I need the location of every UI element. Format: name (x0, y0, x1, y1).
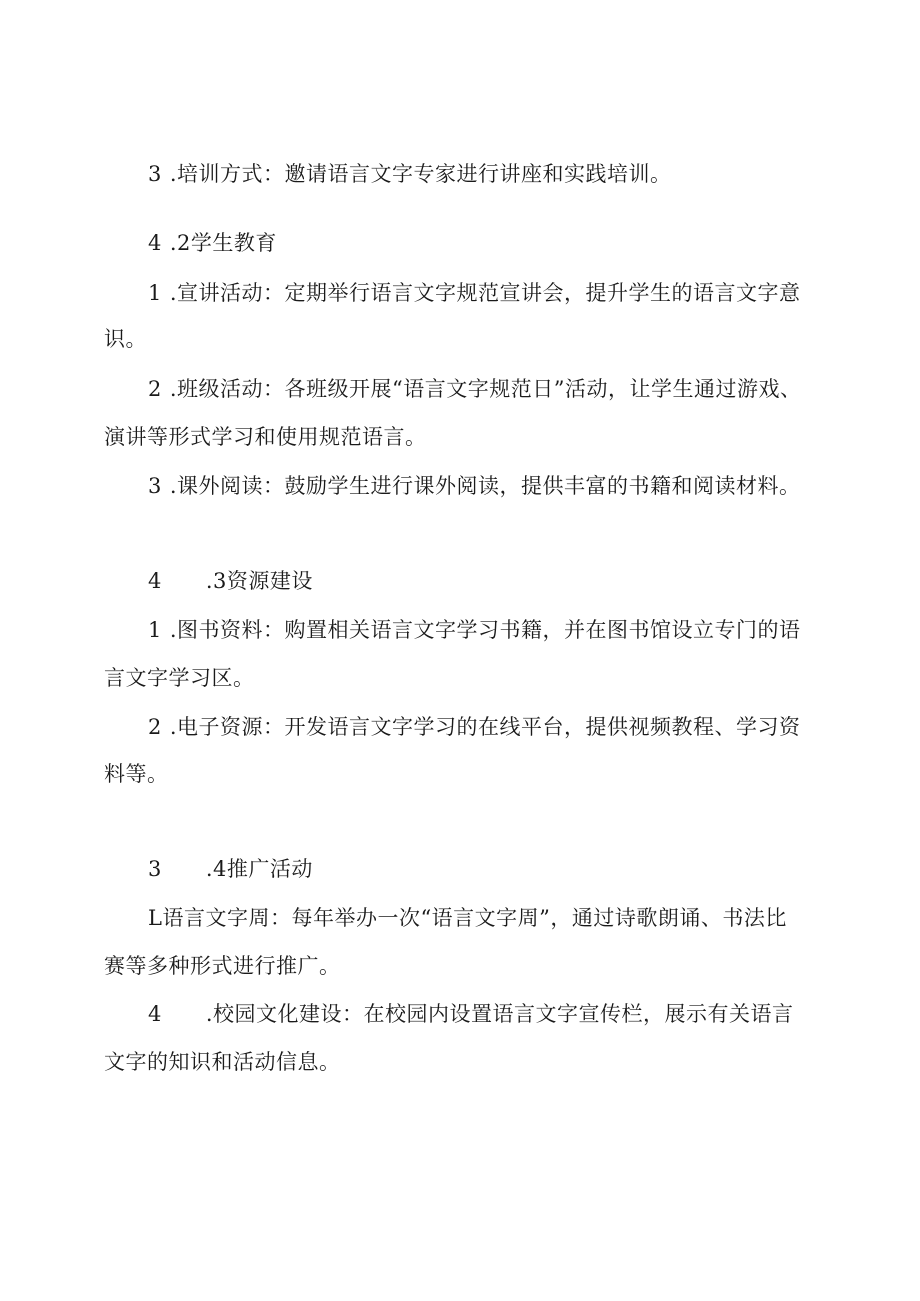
paragraph-text: .校园文化建设：在校园内设置语言文字宣传栏，展示有关语言 (205, 1002, 794, 1026)
paragraph-text: .班级活动：各班级开展“语言文字规范日”活动，让学生通过游戏、 (169, 377, 802, 401)
paragraph-continuation (104, 1048, 341, 1076)
paragraph-text: 料等。 (104, 762, 169, 786)
paragraph-continuation (104, 952, 341, 980)
paragraph-text: .电子资源：开发语言文字学习的在线平台，提供视频教程、学习资 (169, 715, 801, 739)
item-number: 2 (148, 715, 162, 739)
item-number: 3 (148, 474, 162, 498)
paragraph-lecture-activity (148, 279, 801, 307)
paragraph-continuation (104, 325, 147, 353)
item-number: 2 (148, 377, 162, 401)
paragraph-continuation (104, 423, 427, 451)
section-title: .2学生教育 (169, 231, 277, 255)
section-number: 3 (148, 857, 162, 881)
item-number: 1 (148, 618, 162, 642)
section-heading-resource-building (148, 567, 313, 595)
paragraph-campus-culture (148, 1000, 794, 1028)
item-number: 4 (148, 1002, 162, 1026)
paragraph-language-week (148, 904, 787, 932)
section-title: .3资源建设 (205, 569, 313, 593)
paragraph-text: .培训方式：邀请语言文字专家进行讲座和实践培训。 (169, 162, 672, 186)
paragraph-text: 赛等多种形式进行推广。 (104, 954, 341, 978)
paragraph-text: .图书资料：购置相关语言文字学习书籍，并在图书馆设立专门的语 (169, 618, 801, 642)
section-title: .4推广活动 (205, 857, 313, 881)
section-number: 4 (148, 569, 162, 593)
paragraph-text: .课外阅读：鼓励学生进行课外阅读，提供丰富的书籍和阅读材料。 (169, 474, 801, 498)
paragraph-electronic-resources (148, 713, 801, 741)
paragraph-text: .宣讲活动：定期举行语言文字规范宣讲会，提升学生的语言文字意 (169, 281, 801, 305)
paragraph-training-method (148, 160, 672, 188)
paragraph-text: L语言文字周：每年举办一次“语言文字周”，通过诗歌朗诵、书法比 (148, 906, 787, 930)
paragraph-continuation (104, 664, 255, 692)
section-heading-student-education (148, 229, 277, 257)
paragraph-text: 演讲等形式学习和使用规范语言。 (104, 425, 427, 449)
paragraph-book-materials (148, 616, 801, 644)
item-number: 3 (148, 162, 162, 186)
paragraph-text: 文字的知识和活动信息。 (104, 1050, 341, 1074)
item-number: 1 (148, 281, 162, 305)
paragraph-extracurricular-reading (148, 472, 801, 500)
section-number: 4 (148, 231, 162, 255)
paragraph-class-activity (148, 375, 802, 403)
paragraph-text: 言文字学习区。 (104, 666, 255, 690)
paragraph-text: 识。 (104, 327, 147, 351)
paragraph-continuation (104, 760, 169, 788)
section-heading-promotion (148, 855, 313, 883)
